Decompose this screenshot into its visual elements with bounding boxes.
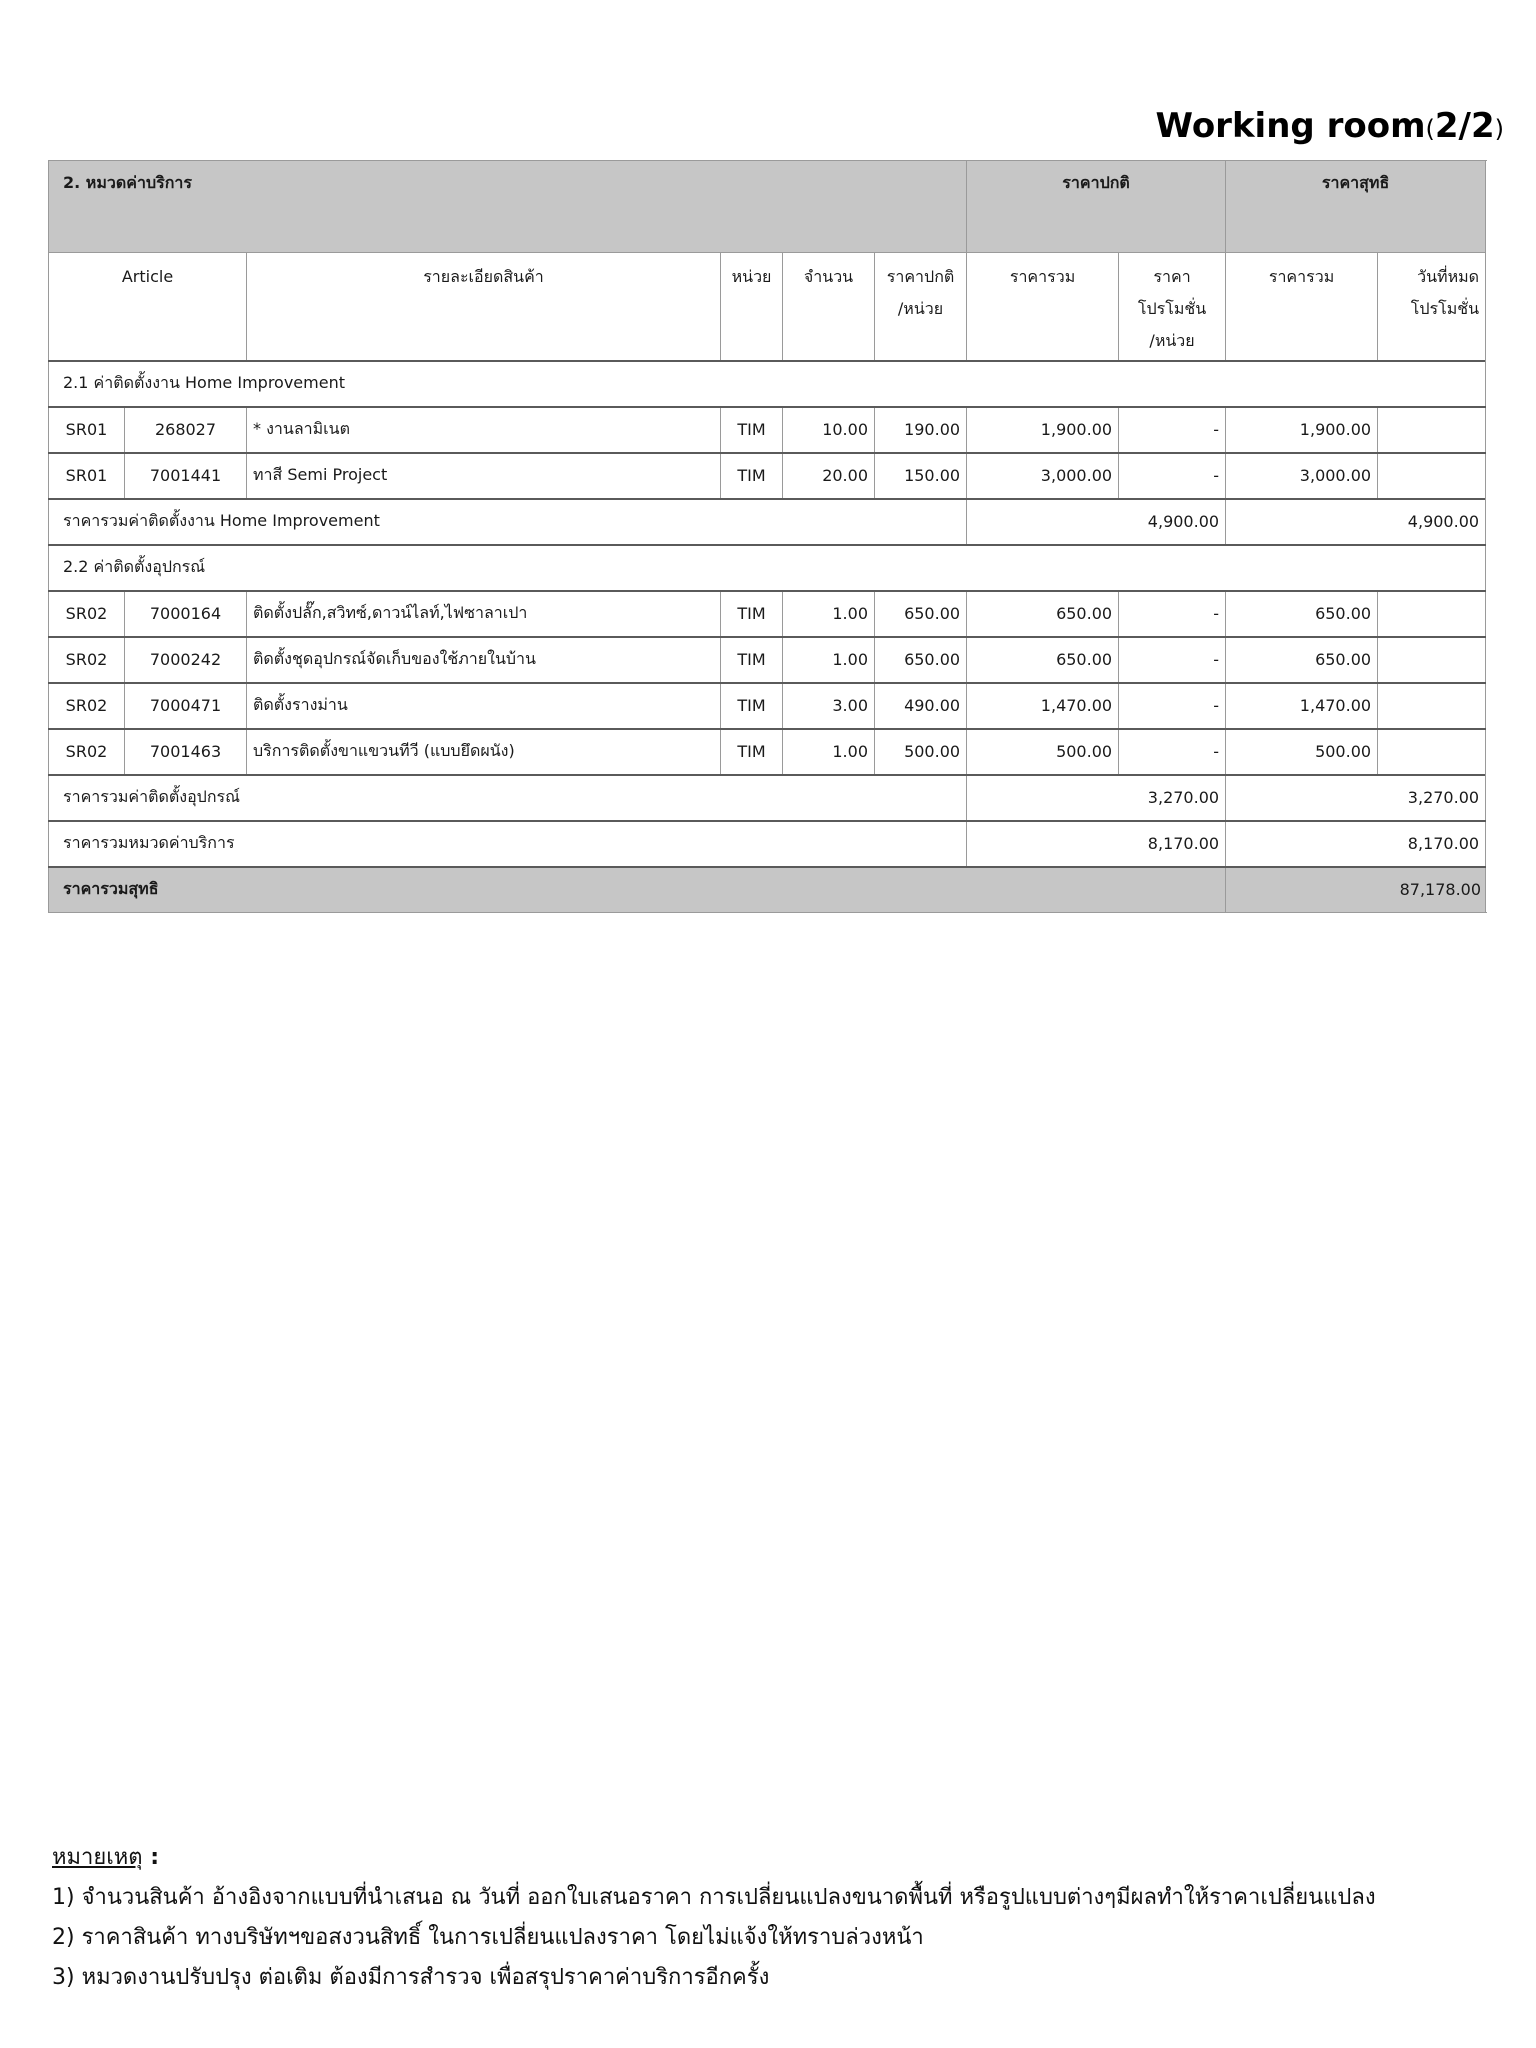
service-cost-table bbox=[48, 160, 1486, 913]
row-promo-price: - bbox=[1119, 637, 1226, 683]
subtotal-normal: 3,270.00 bbox=[967, 775, 1226, 821]
row-promo-end bbox=[1378, 591, 1486, 637]
row-promo-price: - bbox=[1119, 453, 1226, 499]
group-title: 2.2 ค่าติดตั้งอุปกรณ์ bbox=[49, 545, 1486, 591]
table-row bbox=[49, 591, 1486, 637]
row-article: 7001463 bbox=[125, 729, 247, 775]
row-code: SR02 bbox=[49, 637, 125, 683]
grand-total-value: 87,178.00 bbox=[1226, 867, 1486, 913]
subtotal-row bbox=[49, 499, 1486, 545]
col-promo-line2: โปรโมชั่น bbox=[1137, 299, 1207, 318]
row-total: 1,900.00 bbox=[967, 407, 1119, 453]
row-code: SR01 bbox=[49, 407, 125, 453]
row-qty: 1.00 bbox=[783, 591, 875, 637]
row-unit: TIM bbox=[721, 591, 783, 637]
row-code: SR02 bbox=[49, 683, 125, 729]
col-promo-end-line2: โปรโมชั่น bbox=[1410, 299, 1480, 318]
row-unit-price: 500.00 bbox=[875, 729, 967, 775]
row-code: SR01 bbox=[49, 453, 125, 499]
group-title-row bbox=[49, 545, 1486, 591]
category-total-normal: 8,170.00 bbox=[967, 821, 1226, 867]
col-net-total: ราคารวม bbox=[1226, 253, 1378, 361]
row-article: 268027 bbox=[125, 407, 247, 453]
row-unit-price: 190.00 bbox=[875, 407, 967, 453]
table-row bbox=[49, 683, 1486, 729]
col-qty: จำนวน bbox=[783, 253, 875, 361]
row-net-total: 650.00 bbox=[1226, 637, 1378, 683]
row-unit: TIM bbox=[721, 683, 783, 729]
row-promo-end bbox=[1378, 407, 1486, 453]
row-unit: TIM bbox=[721, 729, 783, 775]
col-unit-price bbox=[875, 253, 967, 361]
row-description: ทาสี Semi Project bbox=[247, 453, 721, 499]
row-qty: 3.00 bbox=[783, 683, 875, 729]
row-code: SR02 bbox=[49, 591, 125, 637]
row-qty: 1.00 bbox=[783, 637, 875, 683]
group-title: 2.1 ค่าติดตั้งงาน Home Improvement bbox=[49, 361, 1486, 407]
row-article: 7000242 bbox=[125, 637, 247, 683]
table-row bbox=[49, 729, 1486, 775]
col-promo-line3: /หน่วย bbox=[1149, 331, 1195, 350]
col-promo-price bbox=[1119, 253, 1226, 361]
row-net-total: 1,900.00 bbox=[1226, 407, 1378, 453]
col-unit-price-line2: /หน่วย bbox=[897, 299, 944, 318]
section-header-row bbox=[49, 161, 1486, 253]
page-title-open-paren: ( bbox=[1425, 115, 1435, 143]
row-description: ติดตั้งชุดอุปกรณ์จัดเก็บของใช้ภายในบ้าน bbox=[247, 637, 721, 683]
row-total: 650.00 bbox=[967, 637, 1119, 683]
row-description: * งานลามิเนต bbox=[247, 407, 721, 453]
row-total: 3,000.00 bbox=[967, 453, 1119, 499]
subtotal-label: ราคารวมค่าติดตั้งงาน Home Improvement bbox=[49, 499, 967, 545]
group-normal-price: ราคาปกติ bbox=[967, 161, 1226, 253]
row-promo-price: - bbox=[1119, 729, 1226, 775]
col-description: รายละเอียดสินค้า bbox=[247, 253, 721, 361]
category-total-row bbox=[49, 821, 1486, 867]
row-net-total: 3,000.00 bbox=[1226, 453, 1378, 499]
col-article: Article bbox=[49, 253, 247, 361]
page-title bbox=[1156, 106, 1504, 146]
row-promo-price: - bbox=[1119, 407, 1226, 453]
subtotal-label: ราคารวมค่าติดตั้งอุปกรณ์ bbox=[49, 775, 967, 821]
group-net-price: ราคาสุทธิ bbox=[1226, 161, 1486, 253]
col-promo-end-line1: วันที่หมด bbox=[1417, 267, 1480, 286]
row-promo-end bbox=[1378, 729, 1486, 775]
row-total: 1,470.00 bbox=[967, 683, 1119, 729]
table-row bbox=[49, 407, 1486, 453]
row-net-total: 650.00 bbox=[1226, 591, 1378, 637]
subtotal-net: 3,270.00 bbox=[1226, 775, 1486, 821]
column-header-row bbox=[49, 253, 1486, 361]
row-promo-end bbox=[1378, 637, 1486, 683]
col-promo-end bbox=[1378, 253, 1486, 361]
notes-section bbox=[52, 1838, 1376, 1998]
row-description: ติดตั้งรางม่าน bbox=[247, 683, 721, 729]
col-unit: หน่วย bbox=[721, 253, 783, 361]
row-promo-price: - bbox=[1119, 683, 1226, 729]
col-unit-price-line1: ราคาปกติ bbox=[886, 267, 955, 286]
row-net-total: 500.00 bbox=[1226, 729, 1378, 775]
page-title-close-paren: ) bbox=[1494, 115, 1504, 143]
row-unit: TIM bbox=[721, 407, 783, 453]
row-article: 7000471 bbox=[125, 683, 247, 729]
subtotal-row bbox=[49, 775, 1486, 821]
note-line: 3) หมวดงานปรับปรุง ต่อเติม ต้องมีการสำรวจ เพื่อสรุปราคาค่าบริการอีกครั้ง bbox=[52, 1965, 770, 1990]
row-unit: TIM bbox=[721, 453, 783, 499]
table-row bbox=[49, 637, 1486, 683]
row-qty: 10.00 bbox=[783, 407, 875, 453]
row-promo-end bbox=[1378, 453, 1486, 499]
row-qty: 20.00 bbox=[783, 453, 875, 499]
row-qty: 1.00 bbox=[783, 729, 875, 775]
subtotal-normal: 4,900.00 bbox=[967, 499, 1226, 545]
grand-total-row bbox=[49, 867, 1486, 913]
note-line: 1) จำนวนสินค้า อ้างอิงจากแบบที่นำเสนอ ณ วันที่ ออกใบเสนอราคา การเปลี่ยนแปลงขนาดพื้นที่ หรือรูปแบบต่างๆมีผลทำให้ราคาเปลี่ยนแปลง bbox=[52, 1885, 1376, 1910]
row-unit-price: 490.00 bbox=[875, 683, 967, 729]
row-promo-price: - bbox=[1119, 591, 1226, 637]
group-title-row bbox=[49, 361, 1486, 407]
notes-colon: : bbox=[142, 1845, 160, 1870]
row-article: 7001441 bbox=[125, 453, 247, 499]
col-total: ราคารวม bbox=[967, 253, 1119, 361]
row-unit-price: 650.00 bbox=[875, 591, 967, 637]
row-description: บริการติดตั้งขาแขวนทีวี (แบบยึดผนัง) bbox=[247, 729, 721, 775]
section-label: 2. หมวดค่าบริการ bbox=[49, 161, 967, 253]
row-unit-price: 650.00 bbox=[875, 637, 967, 683]
row-description: ติดตั้งปลั๊ก,สวิทซ์,ดาวน์ไลท์,ไฟซาลาเปา bbox=[247, 591, 721, 637]
category-total-label: ราคารวมหมวดค่าบริการ bbox=[49, 821, 967, 867]
category-total-net: 8,170.00 bbox=[1226, 821, 1486, 867]
table-row bbox=[49, 453, 1486, 499]
row-unit: TIM bbox=[721, 637, 783, 683]
row-net-total: 1,470.00 bbox=[1226, 683, 1378, 729]
row-unit-price: 150.00 bbox=[875, 453, 967, 499]
row-code: SR02 bbox=[49, 729, 125, 775]
page-title-text: Working room bbox=[1155, 106, 1426, 146]
row-article: 7000164 bbox=[125, 591, 247, 637]
note-line: 2) ราคาสินค้า ทางบริษัทฯขอสงวนสิทธิ์ ในการเปลี่ยนแปลงราคา โดยไม่แจ้งให้ทราบล่วงหน้า bbox=[52, 1925, 924, 1950]
row-promo-end bbox=[1378, 683, 1486, 729]
notes-heading-line bbox=[52, 1838, 1376, 1878]
grand-total-label: ราคารวมสุทธิ bbox=[49, 867, 1226, 913]
page-number: 2/2 bbox=[1434, 106, 1495, 146]
subtotal-net: 4,900.00 bbox=[1226, 499, 1486, 545]
notes-heading: หมายเหตุ bbox=[52, 1845, 143, 1870]
row-total: 650.00 bbox=[967, 591, 1119, 637]
row-total: 500.00 bbox=[967, 729, 1119, 775]
col-promo-line1: ราคา bbox=[1153, 267, 1191, 286]
